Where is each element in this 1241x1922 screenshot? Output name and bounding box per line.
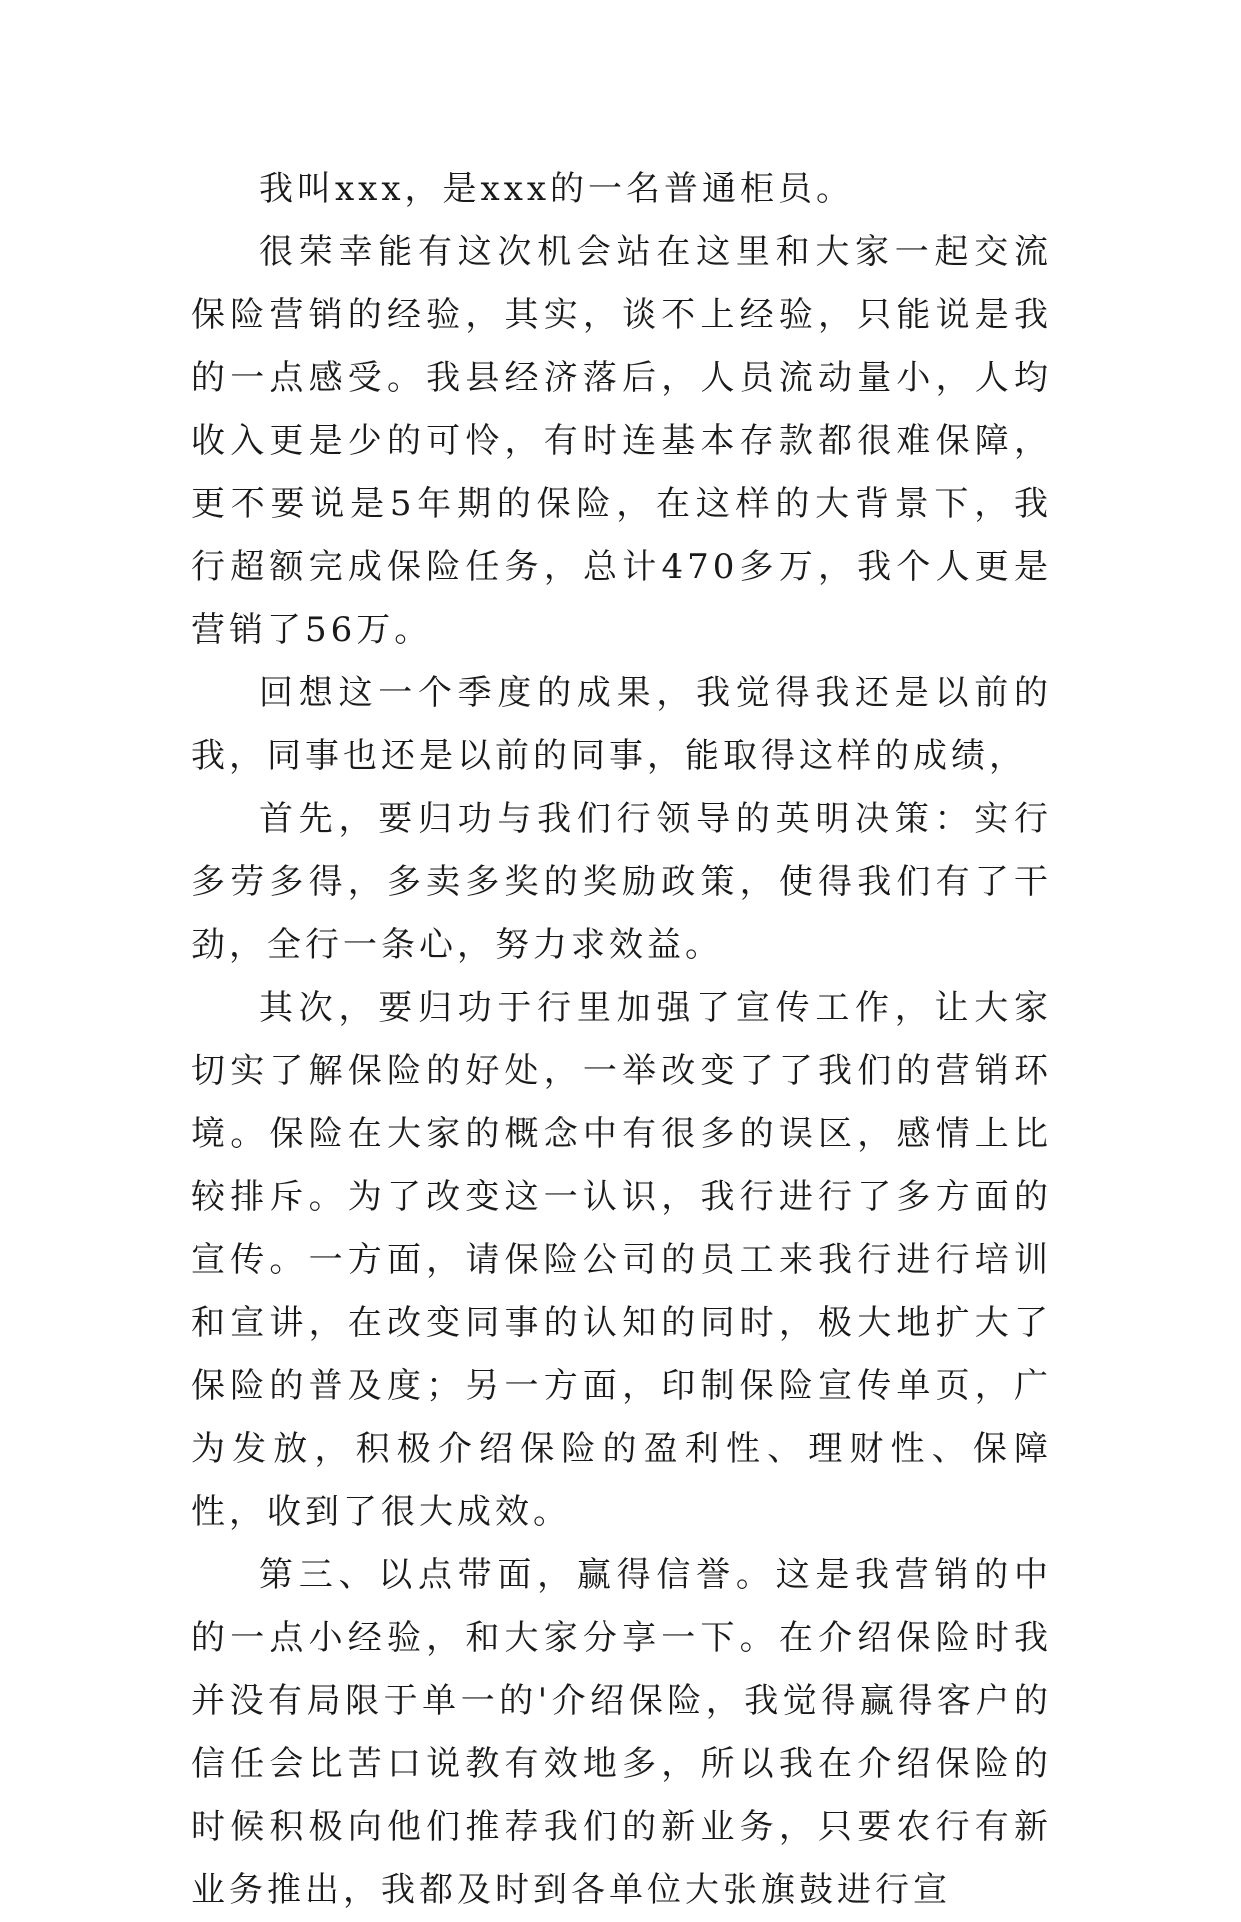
paragraph-intro: 我叫xxx，是xxx的一名普通柜员。 [259,169,855,209]
document-body [191,158,1052,1922]
paragraph-sales-experience: 很荣幸能有这次机会站在这里和大家一起交流保险营销的经验，其实，谈不上经验，只能说是我的一点感受。我县经济落后，人员流动量小，人均收入更是少的可怜，有时连基本存款都很难保障，更不要说是5年期的保险，在这样的大背景下，我行超额完成保险任务，总计470多万，我个人更是营销了56万。 [191,232,1052,650]
paragraph-reflection: 回想这一个季度的成果，我觉得我还是以前的我，同事也还是以前的同事，能取得这样的成绩， [191,673,1052,776]
paragraph-first-reason: 首先，要归功与我们行领导的英明决策：实行多劳多得，多卖多奖的奖励政策，使得我们有了干劲，全行一条心，努力求效益。 [191,799,1052,965]
paragraph-second-reason: 其次，要归功于行里加强了宣传工作，让大家切实了解保险的好处，一举改变了了我们的营销环境。保险在大家的概念中有很多的误区，感情上比较排斥。为了改变这一认识，我行进行了多方面的宣传。一方面，请保险公司的员工来我行进行培训和宣讲，在改变同事的认知的同时，极大地扩大了保险的普及度；另一方面，印制保险宣传单页，广为发放，积极介绍保险的盈利性、理财性、保障性，收到了很大成效。 [191,988,1052,1532]
paragraph-third-reason: 第三、以点带面，赢得信誉。这是我营销的中的一点小经验，和大家分享一下。在介绍保险时我并没有局限于单一的'介绍保险，我觉得赢得客户的信任会比苦口说教有效地多，所以我在介绍保险的时候积极向他们推荐我们的新业务，只要农行有新业务推出，我都及时到各单位大张旗鼓进行宣 [191,1555,1052,1910]
